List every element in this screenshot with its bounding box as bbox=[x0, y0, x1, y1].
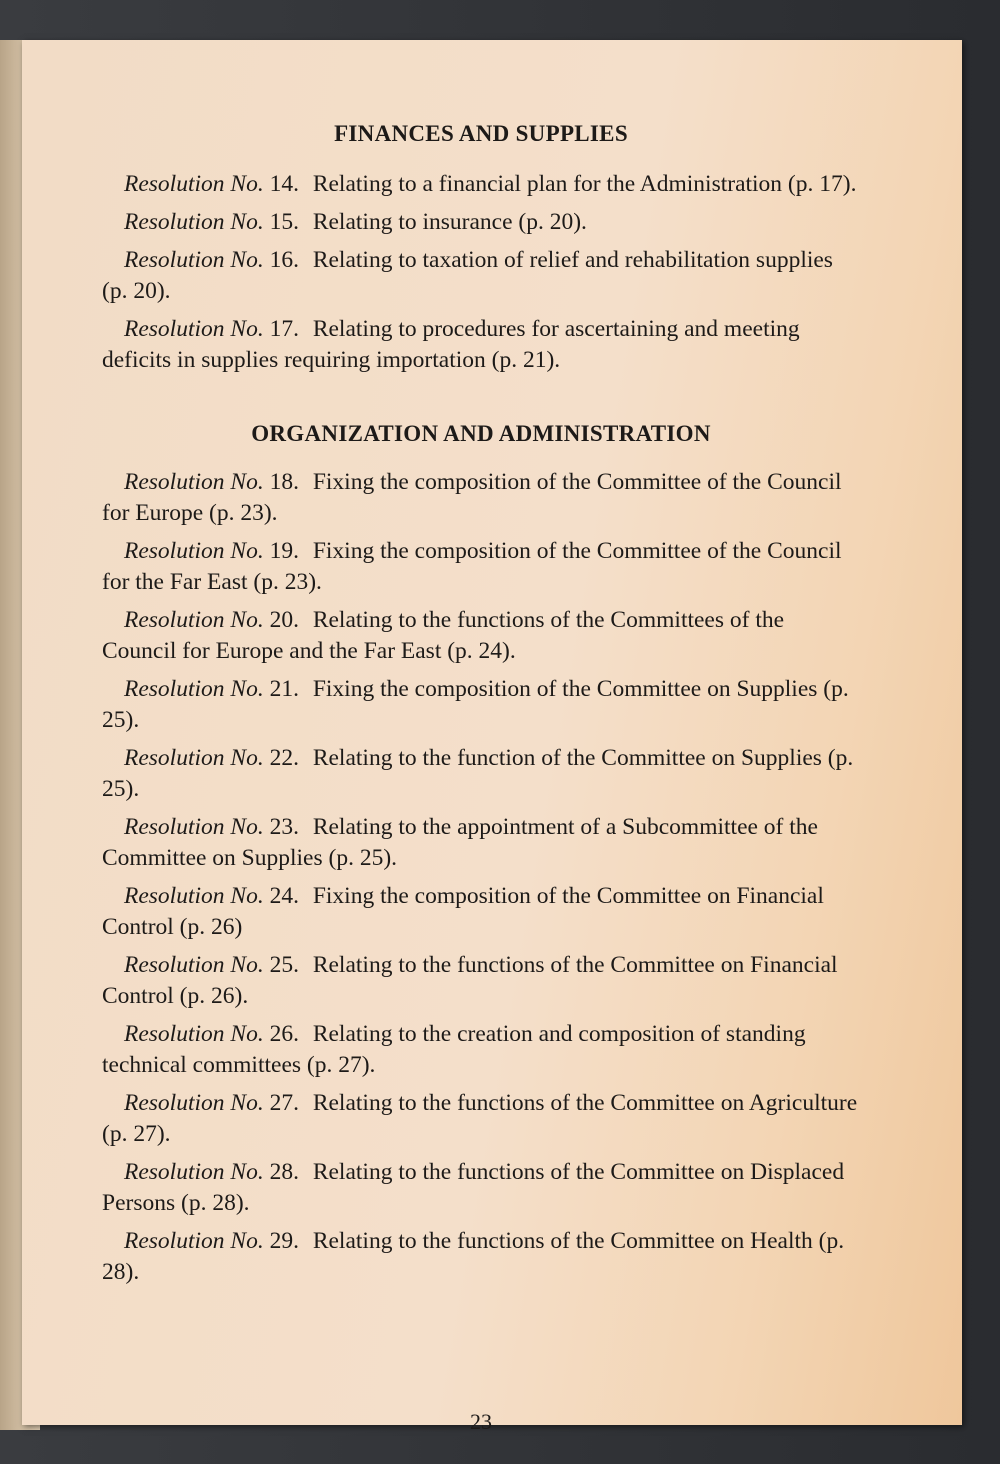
resolution-entry bbox=[102, 207, 860, 238]
resolution-text: Fixing the composition of the Committee on Supplies (p. 25). bbox=[102, 676, 849, 733]
resolution-number: 19. bbox=[269, 538, 299, 564]
resolution-label: Resolution No. bbox=[124, 247, 264, 273]
resolution-text: Relating to taxation of relief and rehabilitation supplies (p. 20). bbox=[102, 247, 833, 304]
resolution-label: Resolution No. bbox=[124, 883, 264, 909]
resolution-text: Relating to the functions of the Committees of the Council for Europe and the Far East (p. 24). bbox=[102, 607, 785, 664]
resolution-label: Resolution No. bbox=[124, 1228, 264, 1254]
resolution-number: 17. bbox=[269, 316, 299, 342]
resolution-entry bbox=[102, 169, 860, 200]
resolution-text: Relating to the functions of the Committee on Financial Control (p. 26). bbox=[102, 952, 838, 1009]
resolution-entry bbox=[102, 1088, 860, 1150]
resolution-label: Resolution No. bbox=[124, 676, 264, 702]
resolution-text: Relating to the creation and composition of standing technical committees (p. 27). bbox=[102, 1021, 806, 1078]
resolution-label: Resolution No. bbox=[124, 1090, 264, 1116]
resolution-number: 20. bbox=[269, 607, 299, 633]
resolution-entry bbox=[102, 314, 860, 376]
resolution-number: 15. bbox=[269, 209, 299, 235]
section-heading-organization: ORGANIZATION AND ADMINISTRATION bbox=[251, 421, 711, 446]
resolution-label: Resolution No. bbox=[124, 171, 264, 197]
resolution-entry bbox=[102, 1157, 860, 1219]
resolution-entry bbox=[102, 245, 860, 307]
resolution-number: 28. bbox=[269, 1159, 299, 1185]
resolution-entry bbox=[102, 1226, 860, 1288]
document-page bbox=[22, 40, 962, 1434]
resolution-text: Relating to the functions of the Committee on Displaced Persons (p. 28). bbox=[102, 1159, 845, 1216]
resolution-label: Resolution No. bbox=[124, 814, 264, 840]
resolution-label: Resolution No. bbox=[124, 1021, 264, 1047]
resolution-entry bbox=[102, 605, 860, 667]
section-heading-finances: FINANCES AND SUPPLIES bbox=[334, 121, 628, 146]
resolution-label: Resolution No. bbox=[124, 209, 264, 235]
resolution-text: Relating to a financial plan for the Administration (p. 17). bbox=[312, 171, 857, 197]
resolution-text: Relating to insurance (p. 20). bbox=[312, 209, 587, 235]
resolution-text: Relating to the functions of the Committee on Health (p. 28). bbox=[102, 1228, 845, 1285]
resolution-number: 22. bbox=[269, 745, 299, 771]
resolution-entry bbox=[102, 881, 860, 943]
resolution-entry bbox=[102, 950, 860, 1012]
resolution-entry bbox=[102, 674, 860, 736]
resolution-entry bbox=[102, 536, 860, 598]
resolution-text: Fixing the composition of the Committee on Financial Control (p. 26) bbox=[102, 883, 824, 940]
resolution-number: 14. bbox=[269, 171, 299, 197]
resolution-text: Relating to procedures for ascertaining and meeting deficits in supplies requiring importation (p. 21). bbox=[102, 316, 800, 373]
resolution-number: 24. bbox=[269, 883, 299, 909]
resolution-number: 16. bbox=[269, 247, 299, 273]
resolution-label: Resolution No. bbox=[124, 469, 264, 495]
resolution-label: Resolution No. bbox=[124, 316, 264, 342]
resolution-entry bbox=[102, 743, 860, 805]
resolution-number: 27. bbox=[269, 1090, 299, 1116]
page-content bbox=[102, 118, 860, 1434]
resolution-entry bbox=[102, 1019, 860, 1081]
resolution-number: 29. bbox=[269, 1228, 299, 1254]
resolution-number: 18. bbox=[269, 469, 299, 495]
resolution-entry bbox=[102, 812, 860, 874]
resolution-text: Fixing the composition of the Committee of the Council for the Far East (p. 23). bbox=[102, 538, 842, 595]
resolution-number: 26. bbox=[269, 1021, 299, 1047]
resolution-number: 23. bbox=[269, 814, 299, 840]
resolution-label: Resolution No. bbox=[124, 538, 264, 564]
resolution-label: Resolution No. bbox=[124, 952, 264, 978]
resolution-text: Relating to the functions of the Committee on Agriculture (p. 27). bbox=[102, 1090, 858, 1147]
resolution-number: 21. bbox=[269, 676, 299, 702]
resolution-number: 25. bbox=[269, 952, 299, 978]
resolution-label: Resolution No. bbox=[124, 1159, 264, 1185]
page-number: 23 bbox=[470, 1409, 492, 1434]
resolution-text: Relating to the function of the Committee on Supplies (p. 25). bbox=[102, 745, 854, 802]
resolution-text: Relating to the appointment of a Subcommittee of the Committee on Supplies (p. 25). bbox=[102, 814, 818, 871]
resolution-text: Fixing the composition of the Committee of the Council for Europe (p. 23). bbox=[102, 469, 842, 526]
resolution-label: Resolution No. bbox=[124, 607, 264, 633]
resolution-label: Resolution No. bbox=[124, 745, 264, 771]
resolution-entry bbox=[102, 467, 860, 529]
